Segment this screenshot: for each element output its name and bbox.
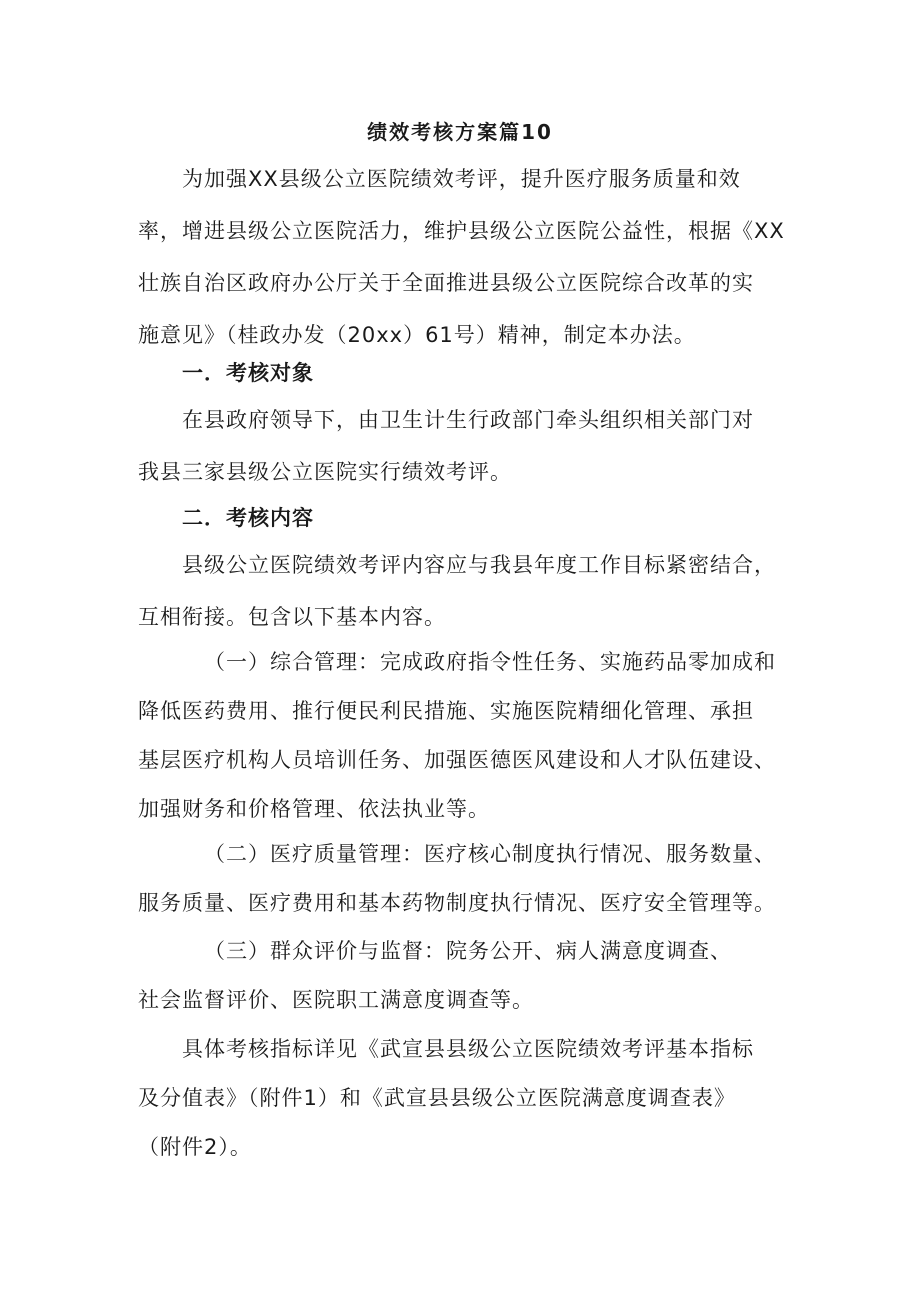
section-1-paragraph — [138, 405, 808, 487]
paragraph-line: 互相衔接。包含以下基本内容。 — [138, 605, 446, 629]
item-3-paragraph — [138, 936, 808, 1015]
paragraph-line: （一）综合管理：完成政府指令性任务、实施药品零加成和 — [204, 650, 776, 674]
paragraph-line: 及分值表》（附件1）和《武宣县县级公立医院满意度调查表》 — [138, 1086, 736, 1110]
paragraph-line: 基层医疗机构人员培训任务、加强医德医风建设和人才队伍建设、 — [138, 748, 776, 772]
paragraph-line: 社会监督评价、医院职工满意度调查等。 — [138, 988, 534, 1012]
section-heading — [138, 358, 808, 388]
paragraph-line: 县级公立医院绩效考评内容应与我县年度工作目标紧密结合， — [182, 553, 776, 577]
paragraph-line: 服务质量、医疗费用和基本药物制度执行情况、医疗安全管理等。 — [138, 891, 776, 915]
paragraph-line: 为加强XX县级公立医院绩效考评，提升医疗服务质量和效 — [182, 167, 741, 191]
paragraph-line: 壮族自治区政府办公厅关于全面推进县级公立医院综合改革的实 — [138, 271, 754, 295]
section-2-heading: 二．考核内容 — [182, 506, 314, 530]
paragraph-line: （三）群众评价与监督：院务公开、病人满意度调查、 — [204, 939, 732, 963]
paragraph-line: 具体考核指标详见《武宣县县级公立医院绩效考评基本指标 — [182, 1037, 754, 1061]
closing-paragraph — [138, 1034, 808, 1162]
paragraph-line: 率，增进县级公立医院活力，维护县级公立医院公益性，根据《XX — [138, 219, 785, 243]
paragraph-line: 在县政府领导下，由卫生计生行政部门牵头组织相关部门对 — [182, 408, 754, 432]
paragraph-line: （附件2）。 — [138, 1135, 252, 1159]
section-2-paragraph — [138, 550, 808, 632]
paragraph-line: 降低医药费用、推行便民利民措施、实施医院精细化管理、承担 — [138, 699, 754, 723]
section-1-heading: 一．考核对象 — [182, 361, 314, 385]
paragraph-line: 我县三家县级公立医院实行绩效考评。 — [138, 460, 512, 484]
paragraph-line: （二）医疗质量管理：医疗核心制度执行情况、服务数量、 — [204, 842, 776, 866]
paragraph-line: 施意见》（桂政办发（20xx）61号）精神，制定本办法。 — [138, 323, 696, 347]
item-1-paragraph — [138, 647, 808, 824]
paragraph-line: 加强财务和价格管理、依法执业等。 — [138, 797, 490, 821]
section-heading — [138, 503, 808, 533]
document-title: 绩效考核方案篇10 — [367, 120, 553, 144]
intro-paragraph — [138, 164, 808, 350]
item-2-paragraph — [138, 839, 808, 918]
